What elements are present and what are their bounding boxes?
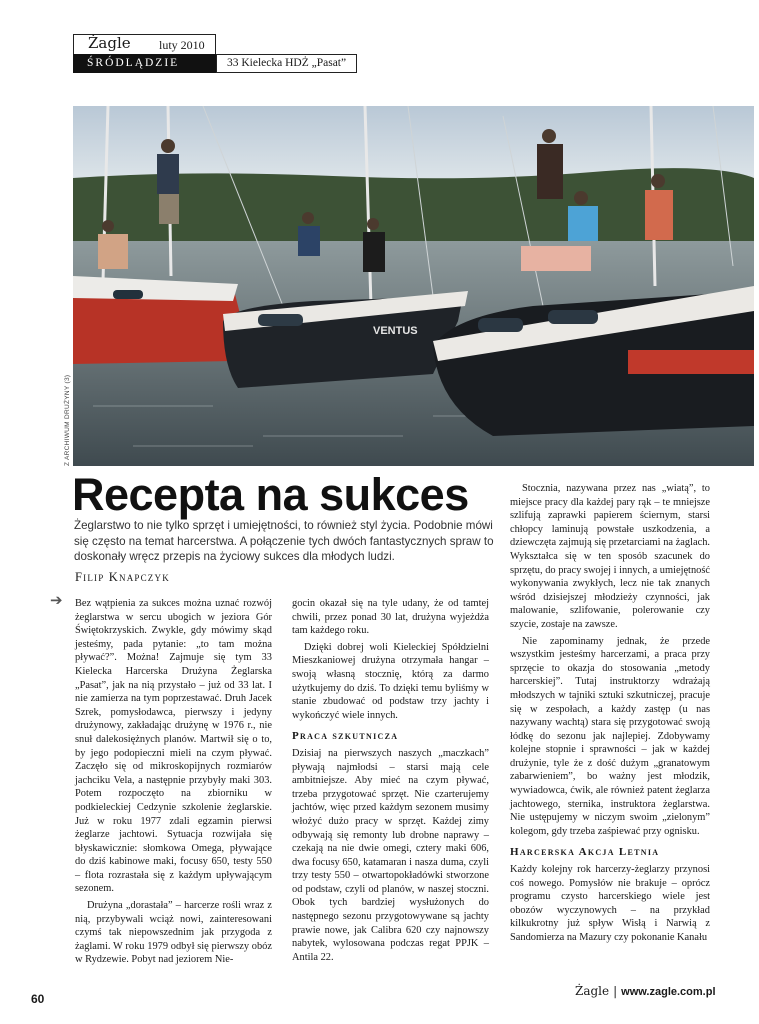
paragraph: gocin okazał się na tyle udany, że od tamtej chwili, przez ponad 30 lat, drużyna wyjeżdża tam każdego roku. (292, 598, 489, 637)
page-footer (575, 984, 716, 998)
text-column-1 (75, 597, 272, 970)
article-author: Filip Knapczyk (75, 570, 170, 584)
text-column-2 (292, 597, 489, 967)
article-title: Recepta na sukces (72, 469, 469, 520)
paragraph: Bez wątpienia za sukces można uznać rozwój żeglarstwa w sercu ubogich w jeziora Gór Świętokrzyskich. Zwykle, gdy mówimy skąd jesteśmy, pada pytanie: „to tam można pływać?”. Można! Zajmuje się tym 33 Kielecka Harcerska Drużyna Żeglarska „Pasat”, jak na nią przystało – już od 33 lat. I nie zamierza na tym poprzestawać. Druh Jacek Szrek, pomysłodawca, pierwszy i jedyny drużynowy, zakładając drużynę w 1976 r., nie snuł dalekosiężnych planów. Martwił się o to, by jego podopieczni mieli na czym pływać. Zaczęło się od mikroskopijnych rozmiarów jachciku Vela, a następnie przybyły maki 303. Potem rozpoczęto na zbiorniku w podkieleckiej Cedzynie szkolenie żeglarskie. Już w roku 1977 zdali egzamin pierwsi żeglarze jachtowi. Sytuacja rozwijała się błyskawicznie: słomkowa Omega, pływające do dziś kabinowe maki, focusy 650, testy 550 – flota rozrastała się z każdym upływającym sezonem. (75, 598, 272, 895)
paragraph: Każdy kolejny rok harcerzy-żeglarzy przynosi coś nowego. Pomysłów nie brakuje – oprócz programu czysto harcerskiego wiele jest obozów wyczynowych – na przykład kilkukrotny już spływ Wisłą i Narwią z Sandomierza na Mazury czy pokonanie Kanału (510, 864, 710, 943)
page-number: 60 (31, 992, 45, 1006)
paragraph: Stocznia, nazywana przez nas „wiatą”, to miejsce pracy dla każdej pary rąk – te mniejsze szlifują zaprawki papierem ściernym, starsi chłopcy laminują powstałe uszkodzenia, a dziewczęta zajmują się przetarciami na żaglach. Wykształca się w ten sposób szacunek do sprzętu, do pracy swojej i innych, a umiejętność wykonywania zwykłych, lecz nie tak znanych wśród dzisiejszej młodzieży czynności, jak malowanie, szlifowanie, polerowanie czy szycie, zostaje na zawsze. (510, 483, 710, 630)
section-label: ŚRÓDLĄDZIE (73, 54, 216, 73)
issue-date: luty 2010 (159, 38, 205, 52)
footer-separator: | (613, 984, 618, 998)
paragraph: Dzięki dobrej woli Kieleckiej Spółdzielni Mieszkaniowej drużyna otrzymała hangar – swoją własną stocznię, którą za darmo użytkujemy do dziś. To dzięki temu byliśmy w stanie zbudować od podstaw trzy jachty i wykończyć wiele innych. (292, 641, 489, 721)
boat-name: VENTUS (373, 325, 418, 337)
section-heading: Praca szkutnicza (292, 730, 399, 743)
magazine-name: Żagle (88, 34, 131, 52)
paragraph: Nie zapominamy jednak, że przede wszystkim jesteśmy harcerzami, a praca przy sprzęcie to okazja do stosowania „metody harcerskiej”. Tutaj instruktorzy wdrażają młodszych w tajniki sztuki szkutniczej, pracuje się w zespołach, a każdy zastęp (u nas nazywany wachtą) stara się przygotować swoją łódkę do sezonu jak najlepiej. Zdobywamy kolejne stopnie i sprawności – jak w każdej drużynie, tyle że z dość dużym „granatowym zabarwieniem”, bo ważny jest młodzik, wywiadowca, ćwik, ale również patent żeglarza jachtowego, sternika, instruktora żeglarstwa. Nie ustępujemy w niczym swoim „zielonym” kolegom, gdy trzeba zaśpiewać przy ognisku. (510, 635, 710, 837)
topic-label: 33 Kielecka HDŻ „Pasat” (216, 54, 357, 73)
photo-credit: Z ARCHIWUM DRUŻYNY (3) (64, 374, 71, 466)
photo-illustration (73, 106, 754, 466)
sailboats-photo (73, 106, 754, 466)
article-lead: Żeglarstwo to nie tylko sprzęt i umiejętności, to również styl życia. Podobnie mówi się często na temat harcerstwa. A połączenie tych dwóch fantastycznych spraw to doskonały wręcz przepis na życiowy sukces dla młodych ludzi. (74, 519, 494, 563)
text-column-3 (510, 482, 710, 948)
footer-magazine-name: Żagle (575, 984, 610, 998)
website-link[interactable]: www.zagle.com.pl (621, 986, 716, 998)
paragraph: Drużyna „dorastała” – harcerze rośli wraz z nią, przybywali wciąż nowi, zainteresowani czymś tak niepowszednim jak przygoda z żaglami. W roku 1979 odbył się pierwszy obóz w Rydzewie. Pobyt nad jeziorem Nie- (75, 900, 272, 966)
red-boat (73, 276, 243, 364)
section-heading: Harcerska Akcja Letnia (510, 846, 660, 859)
paragraph: Dzisiaj na pierwszych naszych „maczkach” pływają najmłodsi – starsi mają cele ambitniejsze. Aby mieć na czym pływać, trzeba przygotować sprzęt. Nie czarterujemy jachtów, więc przed każdym sezonem musimy włożyć dużo pracy w sprzęt. Każdej zimy odbywają się remonty lub drobne naprawy – czekają na nie dwie omegi, cztery maki 606, dwa focusy 650, katamaran i nasza duma, czyli trzy testy 550 – otwartopokładówki stworzone od podstaw, czyli od planów, w naszej stoczni. Obok tych bardziej wysłużonych do następnego sezonu przygotowywane są jachty prawie nowe, jak Calibra 620 czy najnowszy nabytek, wylosowana podczas regat PPJK – Antila 22. (292, 747, 489, 963)
magazine-header (73, 34, 216, 55)
arrow-right-icon: ➔ (50, 591, 63, 609)
